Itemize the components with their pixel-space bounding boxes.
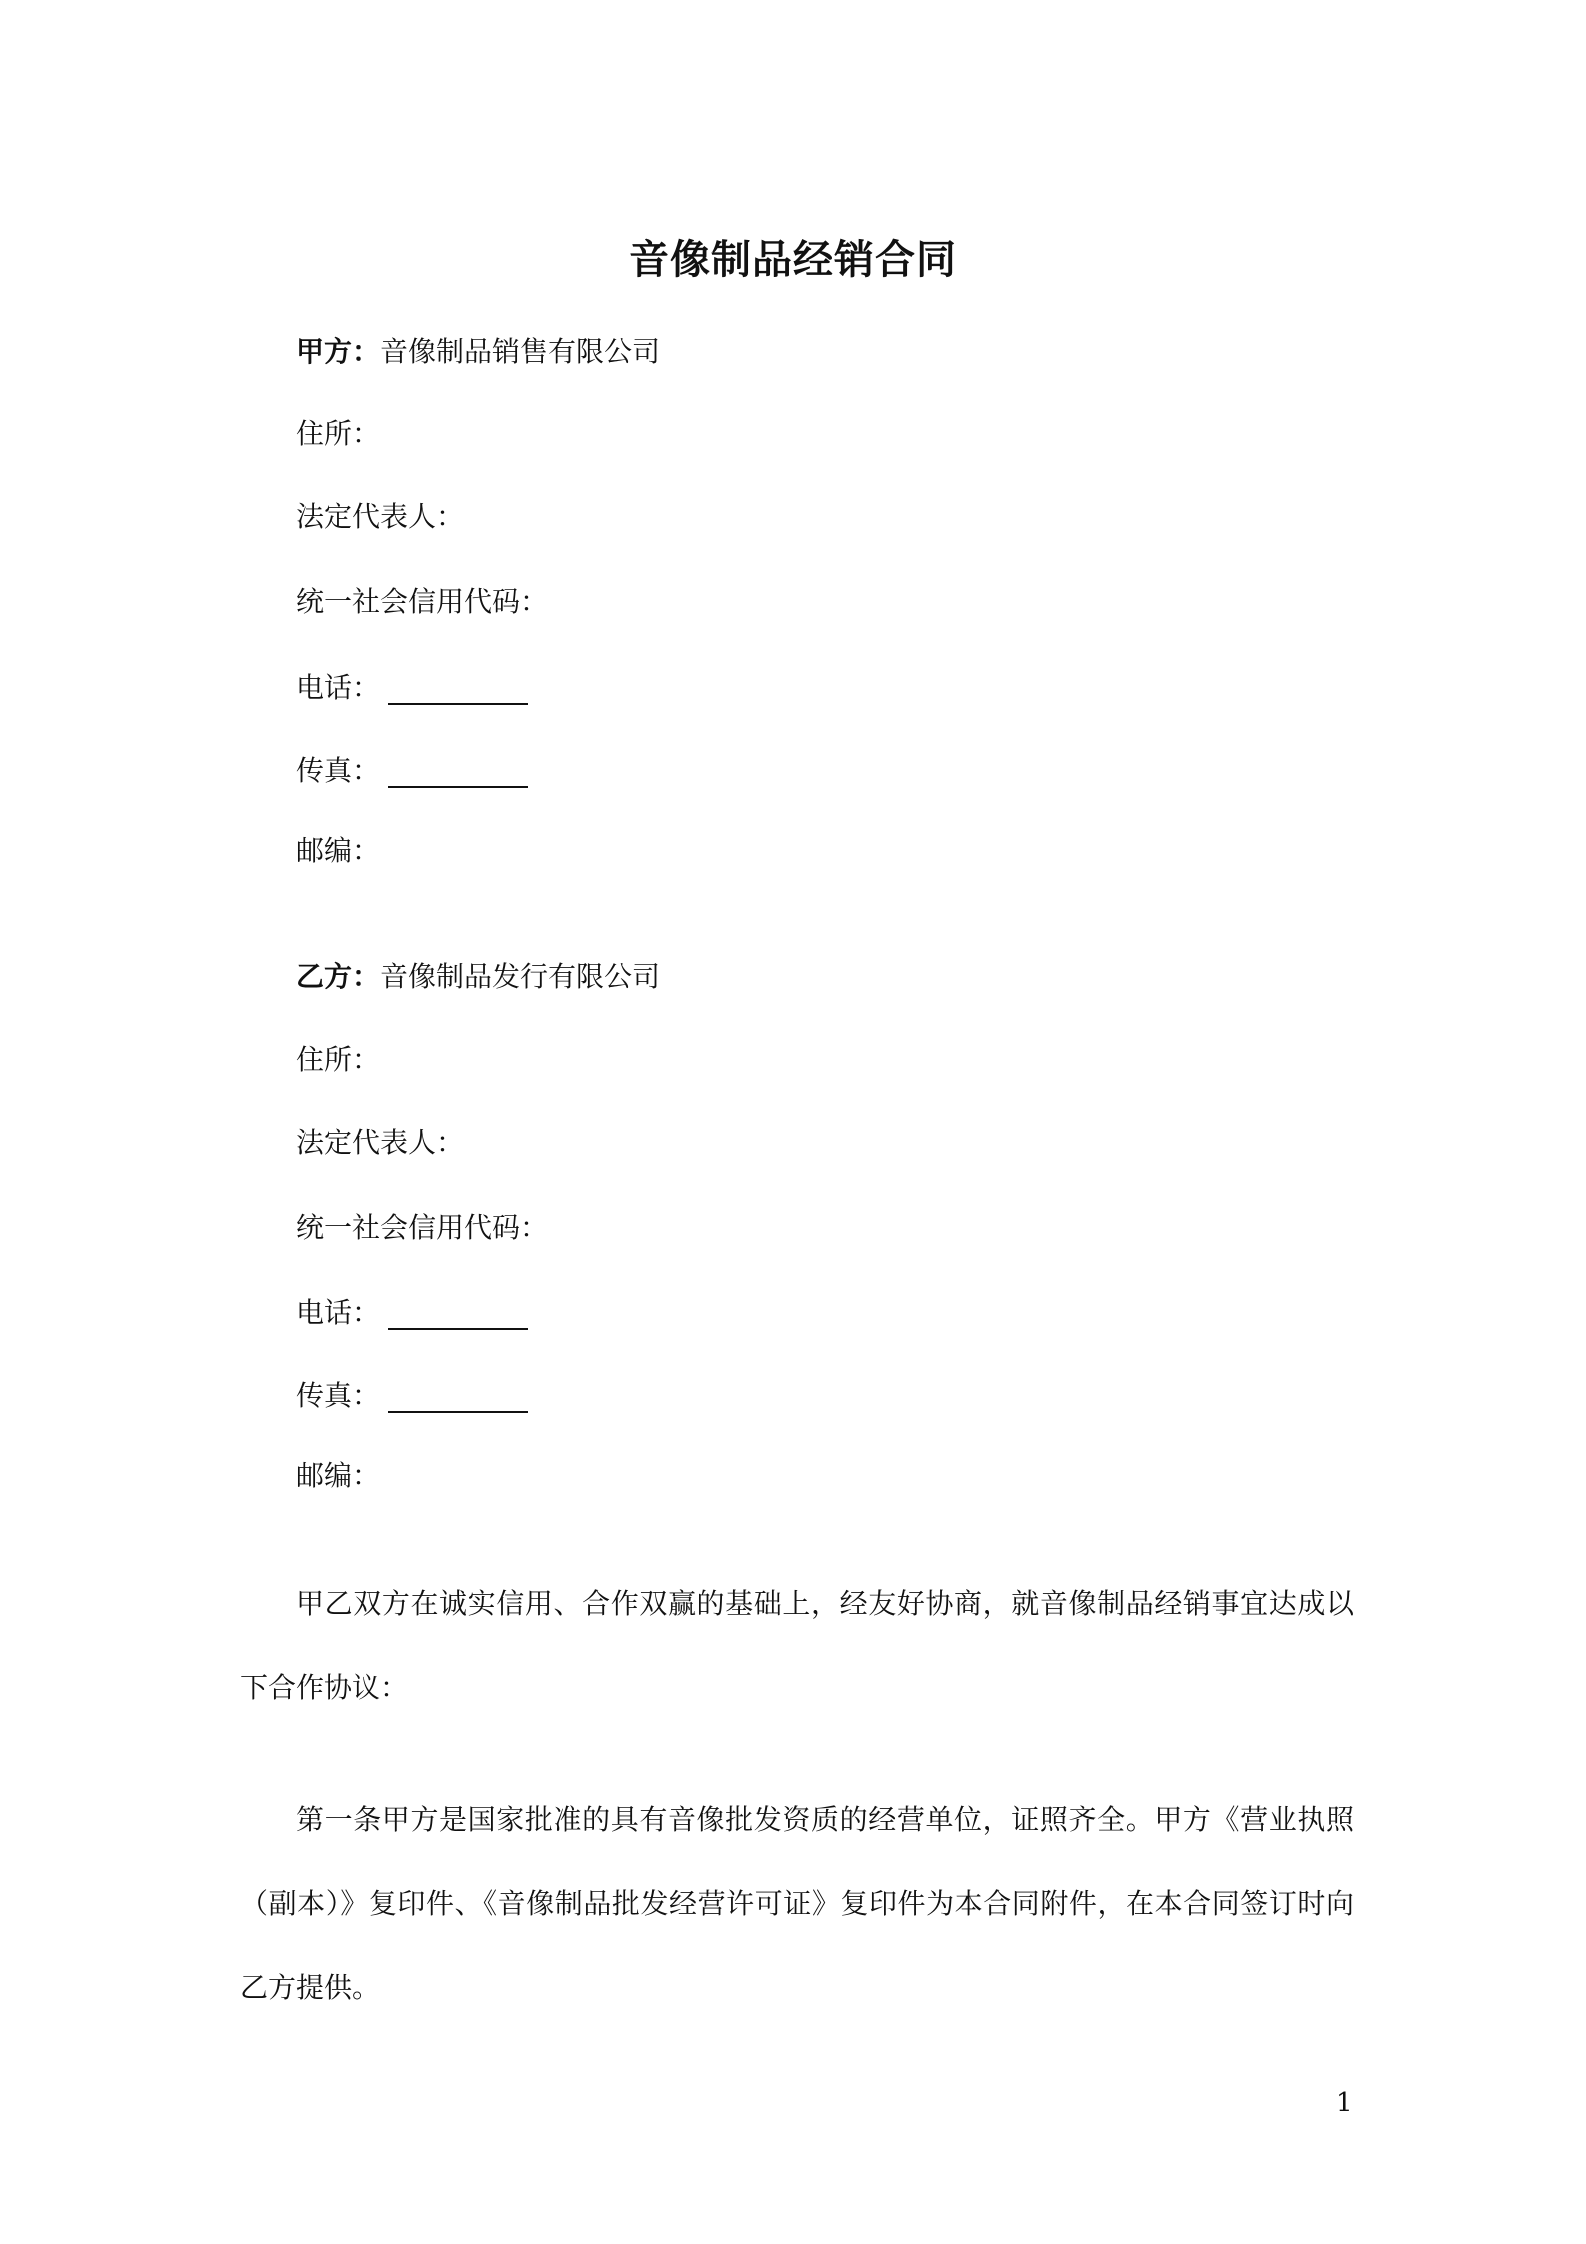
article-1-paragraph: 第一条甲方是国家批准的具有音像批发资质的经营单位，证照齐全。甲方《营业执照（副本）》复印件、《音像制品批发经营许可证》复印件为本合同附件，在本合同签订时向乙方提供。 [240,1803,1354,2004]
party-a-fax-label: 传真： [296,754,381,787]
party-a-phone-blank [388,673,528,705]
party-b-name: 音像制品发行有限公司 [380,960,661,993]
party-b-phone-blank [388,1298,528,1330]
party-a-label: 甲方： [296,335,381,368]
party-a-zip: 邮编： [296,834,381,867]
intro-paragraph: 甲乙双方在诚实信用、合作双赢的基础上，经友好协商，就音像制品经销事宜达成以下合作协议： [240,1587,1354,1704]
contract-title: 音像制品经销合同 [629,237,957,283]
party-a-address: 住所： [296,417,381,450]
party-b-fax-label: 传真： [296,1379,381,1412]
party-b-fax-blank [388,1381,528,1413]
party-b-phone-label: 电话： [296,1296,381,1329]
party-b-line [296,957,660,997]
party-b-credit-code: 统一社会信用代码： [296,1211,549,1244]
party-b-label: 乙方： [296,960,381,993]
party-a-line [296,332,660,372]
party-b-zip: 邮编： [296,1459,381,1492]
party-b-fax [296,1376,528,1416]
party-a-fax-blank [388,756,528,788]
party-b-phone [296,1293,528,1333]
party-a-credit-code: 统一社会信用代码： [296,585,549,618]
party-a-phone-label: 电话： [296,671,381,704]
party-a-fax [296,751,528,791]
party-a-name: 音像制品销售有限公司 [380,335,661,368]
party-b-address: 住所： [296,1043,381,1076]
party-b-representative: 法定代表人： [296,1126,465,1159]
party-a-representative: 法定代表人： [296,500,465,533]
page-number: 1 [1336,2088,1353,2118]
party-a-phone [296,668,528,708]
